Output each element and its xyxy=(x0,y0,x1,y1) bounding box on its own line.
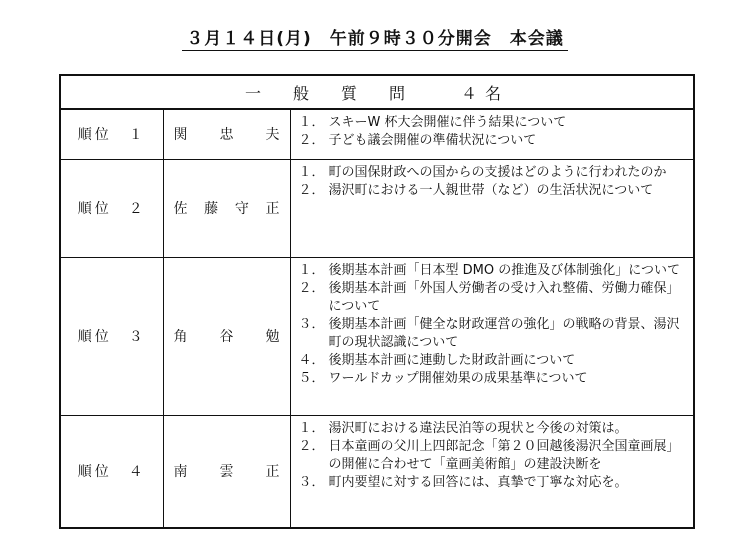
topic-number: ５． xyxy=(298,370,325,386)
topic-number: １． xyxy=(298,420,325,436)
topics-cell xyxy=(290,109,694,159)
topic-number: １． xyxy=(298,164,325,180)
topic-item xyxy=(299,370,688,388)
topic-item xyxy=(299,262,688,280)
topic-text: スキーW 杯大会開催に伴う結果について xyxy=(328,115,567,130)
rank-label: 順位 ３ xyxy=(60,257,163,415)
name-char: 忠 xyxy=(219,127,234,144)
table-row xyxy=(60,415,694,528)
document-heading xyxy=(0,24,750,49)
topic-text: 後期基本計画「外国人労働者の受け入れ整備、労働力確保」について xyxy=(328,280,680,314)
questioner-name xyxy=(163,257,290,415)
topic-text: 町内要望に対する回答には、真摯で丁寧な対応を。 xyxy=(328,474,628,490)
name-char: 角 xyxy=(173,329,188,345)
topic-item xyxy=(299,316,688,352)
name-char: 勉 xyxy=(265,329,280,345)
topic-item xyxy=(299,474,688,492)
topic-item xyxy=(299,352,688,370)
topic-item xyxy=(299,438,688,474)
topic-number: １． xyxy=(298,262,325,278)
questioner-name xyxy=(163,159,290,257)
topic-text: 湯沢町における違法民泊等の現状と今後の対策は。 xyxy=(328,420,628,436)
name-char: 藤 xyxy=(204,201,219,217)
name-char: 正 xyxy=(265,201,280,217)
topics-cell xyxy=(290,257,694,415)
table-row xyxy=(60,109,694,159)
name-char: 守 xyxy=(234,201,249,217)
topic-text: 町の国保財政への国からの支援はどのように行われたのか xyxy=(328,164,667,180)
topic-text: 後期基本計画「日本型 DMO の推進及び体制強化」について xyxy=(328,262,680,278)
name-char: 夫 xyxy=(265,127,280,144)
topic-item xyxy=(299,280,688,316)
topic-text: 後期基本計画「健全な財政運営の強化」の戦略の背景、湯沢町の現状認識について xyxy=(328,316,680,350)
topic-number: ４． xyxy=(298,352,325,368)
topic-text: ワールドカップ開催効果の成果基準について xyxy=(328,370,588,386)
name-char: 谷 xyxy=(219,329,234,345)
topic-item xyxy=(299,420,688,438)
topic-text: 日本童画の父川上四郎記念「第２０回越後湯沢全国童画展」の開催に合わせて「童画美術館」の建設決断を xyxy=(328,438,680,472)
name-char: 南 xyxy=(173,464,188,481)
topic-number: １． xyxy=(298,115,325,130)
name-char: 雲 xyxy=(219,464,234,481)
topic-text: 後期基本計画に連動した財政計画について xyxy=(328,352,576,368)
topic-item xyxy=(299,164,688,182)
rank-label: 順位 ２ xyxy=(60,159,163,257)
topic-number: ２． xyxy=(298,438,325,454)
questioner-name xyxy=(163,109,290,159)
heading-text: ３月１４日(月) 午前９時３０分開会 本会議 xyxy=(182,29,568,51)
topics-cell xyxy=(290,415,694,528)
questioner-name xyxy=(163,415,290,528)
topic-text: 湯沢町における一人親世帯（など）の生活状況について xyxy=(328,182,654,198)
rank-label: 順位 ４ xyxy=(60,415,163,528)
topic-item xyxy=(299,182,688,200)
table-header-row xyxy=(60,75,694,109)
name-char: 正 xyxy=(265,464,280,481)
name-char: 佐 xyxy=(173,201,188,217)
topic-number: ２． xyxy=(298,133,325,148)
topic-number: ３． xyxy=(298,316,325,332)
topic-number: ２． xyxy=(298,182,325,198)
topic-number: ２． xyxy=(298,280,325,296)
table-row xyxy=(60,159,694,257)
section-title: 一 般 質 問 ４名 xyxy=(60,75,694,109)
table-row xyxy=(60,257,694,415)
rank-label: 順位 １ xyxy=(60,109,163,159)
name-char: 関 xyxy=(173,127,188,144)
questions-table xyxy=(59,74,695,529)
topic-text: 子ども議会開催の準備状況について xyxy=(328,133,537,148)
topic-number: ３． xyxy=(298,474,325,490)
topic-item xyxy=(299,132,688,150)
topic-item xyxy=(299,114,688,132)
topics-cell xyxy=(290,159,694,257)
